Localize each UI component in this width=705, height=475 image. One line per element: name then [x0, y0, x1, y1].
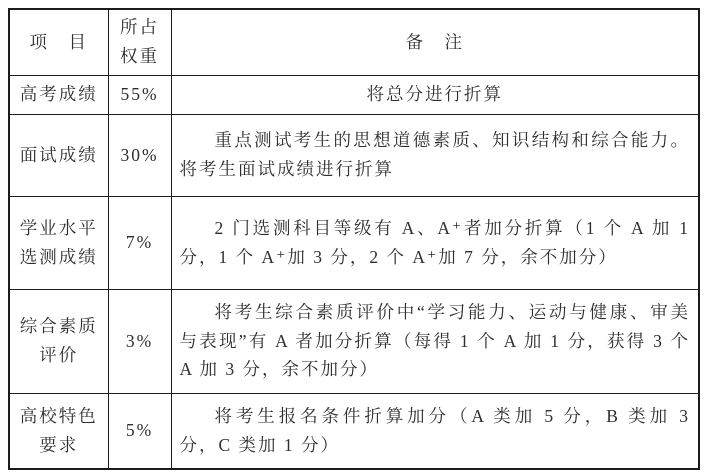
remark-cell: 将总分进行折算 [171, 75, 699, 114]
header-weight: 所占权重 [108, 9, 171, 75]
weight-cell: 3% [108, 289, 171, 393]
weight-cell: 55% [108, 75, 171, 114]
item-cell: 高校特色要求 [9, 393, 108, 469]
table-row [9, 393, 699, 469]
item-cell: 学业水平选测成绩 [9, 196, 108, 289]
weight-cell: 5% [108, 393, 171, 469]
table-header-row [9, 9, 699, 75]
table-row [9, 289, 699, 393]
table-row [9, 75, 699, 114]
remark-cell: 重点测试考生的思想道德素质、知识结构和综合能力。将考生面试成绩进行折算 [171, 114, 699, 196]
weight-cell: 30% [108, 114, 171, 196]
item-cell: 面试成绩 [9, 114, 108, 196]
score-weight-table [8, 8, 700, 470]
item-cell: 高考成绩 [9, 75, 108, 114]
table-row [9, 114, 699, 196]
table-row [9, 196, 699, 289]
remark-cell: 2 门选测科目等级有 A、A⁺者加分折算（1 个 A 加 1 分，1 个 A⁺加 3 分，2 个 A⁺加 7 分，余不加分） [171, 196, 699, 289]
item-cell: 综合素质评价 [9, 289, 108, 393]
remark-cell: 将考生报名条件折算加分（A 类加 5 分，B 类加 3 分，C 类加 1 分） [171, 393, 699, 469]
remark-cell: 将考生综合素质评价中“学习能力、运动与健康、审美与表现”有 A 者加分折算（每得 1 个 A 加 1 分，获得 3 个 A 加 3 分，余不加分） [171, 289, 699, 393]
weight-cell: 7% [108, 196, 171, 289]
header-remark: 备 注 [171, 9, 699, 75]
header-item: 项 目 [9, 9, 108, 75]
